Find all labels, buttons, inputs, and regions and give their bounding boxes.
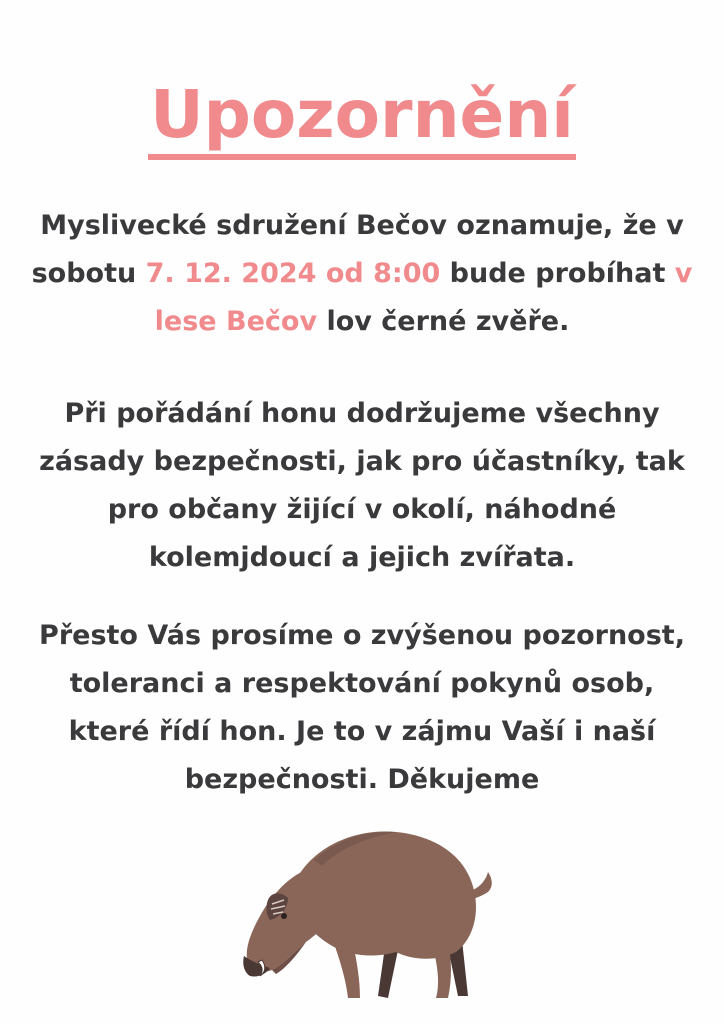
safety-paragraph — [0, 390, 724, 582]
paragraph-line: které řídí hon. Je to v zájmu Vaší i naší — [68, 716, 656, 747]
request-paragraph — [0, 612, 724, 804]
place-highlight: lese Bečov — [154, 306, 318, 337]
paragraph-line: Přesto Vás prosíme o zvýšenou pozornost, — [39, 620, 685, 651]
page-title — [0, 70, 724, 160]
paragraph-line — [0, 298, 724, 346]
title-text: Upozornění — [148, 76, 576, 160]
paragraph-line: kolemjdoucí a jejich zvířata. — [148, 542, 576, 573]
paragraph-line: Při pořádání honu dodržujeme všechny — [64, 398, 660, 429]
paragraph-line: bezpečnosti. Děkujeme — [184, 764, 540, 795]
paragraph-line: toleranci a respektování pokynů osob, — [69, 668, 655, 699]
text-segment: sobotu — [31, 258, 146, 289]
place-highlight: v — [674, 258, 693, 289]
text-segment: lov černé zvěře. — [317, 306, 570, 337]
paragraph-line — [0, 250, 724, 298]
announcement-paragraph — [0, 202, 724, 346]
paragraph-line: pro občany žijící v okolí, náhodné — [107, 494, 617, 525]
wild-boar-icon — [236, 820, 508, 1010]
paragraph-line: zásady bezpečnosti, jak pro účastníky, tak — [39, 446, 685, 477]
text-segment: bude probíhat — [440, 258, 675, 289]
date-highlight: 7. 12. 2024 od 8:00 — [145, 258, 441, 289]
paragraph-line: Myslivecké sdružení Bečov oznamuje, že v — [40, 210, 684, 241]
